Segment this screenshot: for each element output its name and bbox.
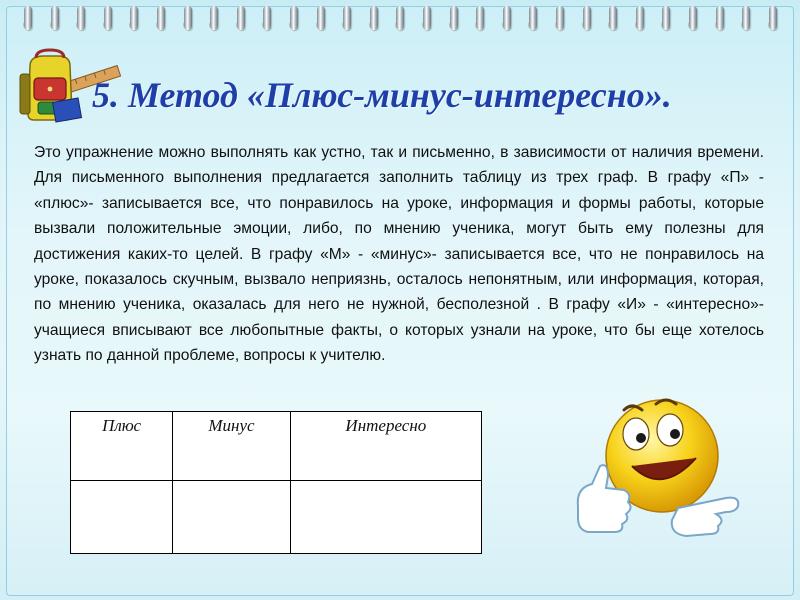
- binding-ring: [24, 6, 32, 30]
- table-row: [71, 481, 482, 554]
- binding-ring: [476, 6, 484, 30]
- binding-ring: [104, 6, 112, 30]
- column-header-plus: Плюс: [71, 412, 173, 481]
- cell-minus: [173, 481, 291, 554]
- binding-ring: [51, 6, 59, 30]
- binding-ring: [237, 6, 245, 30]
- binding-ring: [583, 6, 591, 30]
- binding-ring: [157, 6, 165, 30]
- binding-ring: [370, 6, 378, 30]
- table-header-row: [71, 412, 482, 481]
- column-header-minus: Минус: [173, 412, 291, 481]
- binding-ring: [529, 6, 537, 30]
- binding-ring: [662, 6, 670, 30]
- binding-ring: [263, 6, 271, 30]
- binding-ring: [343, 6, 351, 30]
- cell-interesting: [290, 481, 481, 554]
- thumbs-up-smiley-icon: [566, 396, 756, 556]
- binding-ring: [423, 6, 431, 30]
- pmi-table: [70, 411, 482, 554]
- binding-ring: [609, 6, 617, 30]
- binding-ring: [450, 6, 458, 30]
- binding-ring: [556, 6, 564, 30]
- spiral-binding: [0, 0, 800, 34]
- binding-ring: [77, 6, 85, 30]
- binding-ring: [769, 6, 777, 30]
- binding-ring: [636, 6, 644, 30]
- binding-ring: [210, 6, 218, 30]
- binding-ring: [184, 6, 192, 30]
- method-description: Это упражнение можно выполнять как устно, так и письменно, в зависимости от наличия времени. Для письменного выполнения предлагается заполнить таблицу из трех граф. В графу «П» - «плюс»- записывается все, что понравилось на уроке, информация и формы работы, которые вызвали положительные эмоции, либо, по мнению ученика, могут быть ему полезны для достижения каких-то целей. В графу «М» - «минус»- записывается все, что не понравилось на уроке, показалось скучным, вызвало неприязнь, осталось непонятным, или информация, которая, по мнению ученика, оказалась для него не нужной, бесполезной . В графу «И» - «интересно»- учащиеся вписывают все любопытные факты, о которых узнали на уроке, что бы еще хотелось узнать по данной проблеме, вопросы к учителю.: [34, 144, 764, 365]
- binding-ring: [503, 6, 511, 30]
- binding-ring: [689, 6, 697, 30]
- cell-plus: [71, 481, 173, 554]
- column-header-interesting: Интересно: [290, 412, 481, 481]
- binding-ring: [742, 6, 750, 30]
- binding-ring: [317, 6, 325, 30]
- slide-title: 5. Метод «Плюс-минус-интересно».: [92, 75, 672, 115]
- binding-ring: [290, 6, 298, 30]
- binding-ring: [130, 6, 138, 30]
- binding-ring: [716, 6, 724, 30]
- binding-ring: [396, 6, 404, 30]
